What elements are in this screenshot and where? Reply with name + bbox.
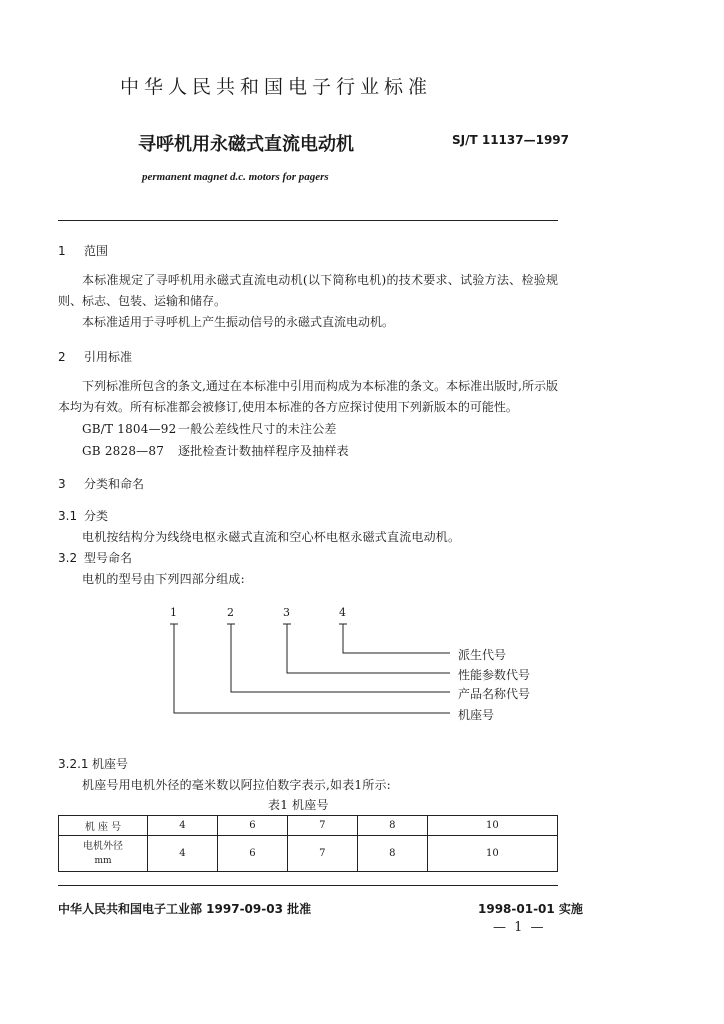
row-header-unit: mm [94, 855, 112, 866]
table-cell: 4 [148, 836, 218, 872]
table-cell: 7 [287, 816, 357, 836]
section-1-heading [58, 242, 108, 259]
diagram-number-2: 2 [227, 606, 234, 619]
connector-4 [343, 624, 450, 653]
diagram-number-3: 3 [283, 606, 290, 619]
subsection-number: 3.1 [58, 509, 78, 523]
row-header-frame-number: 机 座 号 [59, 816, 148, 836]
section-2-body [58, 376, 558, 418]
paragraph: 本标准适用于寻呼机上产生振动信号的永磁式直流电动机。 [82, 315, 395, 329]
reference-title: 逐批检查计数抽样程序及抽样表 [178, 444, 349, 458]
reference-row [82, 442, 349, 459]
paragraph: 本标准规定了寻呼机用永磁式直流电动机(以下简称电机)的技术要求、试验方法、检验规则、标志、包装、运输和储存。 [58, 273, 558, 308]
diagram-number-4: 4 [339, 606, 346, 619]
table-caption: 表1 机座号 [268, 798, 329, 812]
reference-code: GB/T 1804—92 [82, 422, 177, 436]
subsection-3-1-text: 电机按结构分为线绕电枢永磁式直流和空心杯电枢永磁式直流电动机。 [82, 530, 461, 544]
section-3-heading [58, 475, 144, 492]
approval-line: 中华人民共和国电子工业部 1997-09-03 批准 [58, 902, 312, 916]
effective-date: 1998-01-01 实施 [478, 902, 583, 916]
subsection-title: 型号命名 [84, 551, 133, 565]
section-1-body [58, 270, 558, 333]
subsection-number: 3.2 [58, 551, 78, 565]
subsection-number: 3.2.1 [58, 757, 89, 771]
subsection-title: 分类 [84, 509, 109, 523]
section-number: 2 [58, 350, 66, 364]
diagram-number-1: 1 [170, 606, 177, 619]
model-number-diagram [140, 606, 560, 736]
table-cell: 6 [217, 836, 287, 872]
subsection-3-2-1-text: 机座号用电机外径的毫米数以阿拉伯数字表示,如表1所示: [82, 778, 391, 792]
connector-2 [231, 624, 450, 692]
standard-number: SJ/T 11137—1997 [452, 133, 569, 147]
subsection-3-2-1-heading [58, 755, 128, 772]
header-rule [58, 220, 558, 221]
connector-3 [287, 624, 450, 673]
section-number: 3 [58, 477, 66, 491]
standard-organization: 中华人民共和国电子行业标准 [120, 76, 433, 98]
row-header-outer-diameter [59, 836, 148, 872]
english-title: permanent magnet d.c. motors for pagers [142, 171, 329, 183]
table-row [59, 836, 558, 872]
page-number: — 1 — [493, 920, 546, 935]
subsection-title: 机座号 [92, 757, 129, 771]
reference-row [82, 420, 337, 437]
section-2-heading [58, 348, 132, 365]
label-performance-code: 性能参数代号 [458, 668, 531, 682]
section-title: 范围 [84, 244, 109, 258]
paragraph: 下列标准所包含的条文,通过在本标准中引用而构成为本标准的条文。本标准出版时,所示版本均为有效。所有标准都会被修订,使用本标准的各方应探讨使用下列新版本的可能性。 [58, 379, 558, 414]
subsection-3-1-heading [58, 507, 108, 524]
table-cell: 8 [357, 836, 427, 872]
frame-number-table [58, 815, 558, 872]
subsection-3-2-heading [58, 549, 132, 566]
reference-code: GB 2828—87 [82, 444, 165, 458]
footer-rule [58, 885, 558, 886]
row-header-line: 电机外径 [83, 840, 123, 852]
section-title: 分类和命名 [84, 477, 145, 491]
connector-1 [174, 624, 450, 713]
table-cell: 7 [287, 836, 357, 872]
label-frame-number: 机座号 [458, 708, 495, 722]
subsection-3-2-text: 电机的型号由下列四部分组成: [82, 572, 245, 586]
table-cell: 10 [427, 816, 557, 836]
standard-title: 寻呼机用永磁式直流电动机 [138, 134, 354, 155]
label-product-name-code: 产品名称代号 [458, 687, 531, 701]
table-row [59, 816, 558, 836]
table-cell: 10 [427, 836, 557, 872]
table-cell: 4 [148, 816, 218, 836]
table-cell: 8 [357, 816, 427, 836]
table-cell: 6 [217, 816, 287, 836]
label-derivative-code: 派生代号 [458, 648, 507, 662]
reference-title: 一般公差线性尺寸的未注公差 [178, 422, 337, 436]
section-number: 1 [58, 244, 66, 258]
section-title: 引用标准 [84, 350, 133, 364]
